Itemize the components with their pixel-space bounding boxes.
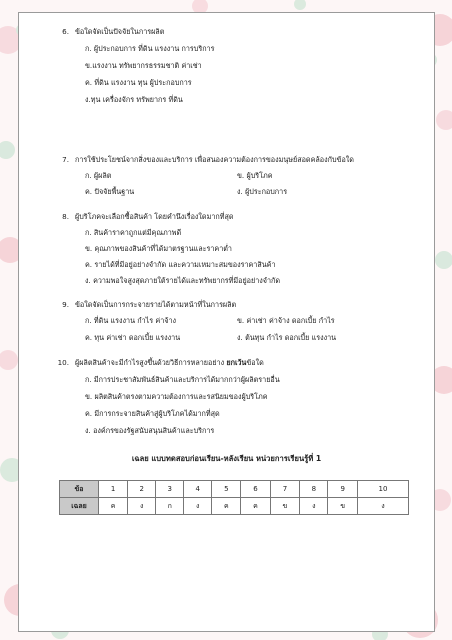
option-c: ค. ทุน ค่าเช่า ดอกเบี้ย แรงงาน <box>85 333 181 342</box>
row-label-answer: เฉลย <box>60 498 99 515</box>
key-answer: ง <box>128 498 156 515</box>
row-label-number: ข้อ <box>60 481 99 498</box>
worksheet-content <box>19 13 434 631</box>
key-number: 2 <box>128 481 156 498</box>
option-b: ข. ผู้บริโภค <box>237 171 273 180</box>
option-c: ค. มีการกระจายสินค้าสู่ผู้บริโภคได้มากที่สุด <box>85 409 220 418</box>
key-answer: ค <box>241 498 270 515</box>
key-answer: ง <box>300 498 328 515</box>
question-text-emphasis: ยกเว้น <box>226 358 247 367</box>
answer-key-title: เฉลย แบบทดสอบก่อนเรียน-หลังเรียน หน่วยการเรียนรู้ที่ 1 <box>131 454 322 463</box>
key-number: 7 <box>270 481 300 498</box>
option-c: ค. ปัจจัยพื้นฐาน <box>85 187 135 196</box>
answer-key-table <box>59 480 409 515</box>
option-a: ก. ผู้ประกอบการ ที่ดิน แรงงาน การบริการ <box>85 44 215 53</box>
question-text: ผู้บริโภคจะเลือกซื้อสินค้า โดยคำนึงเรื่องใดมากที่สุด <box>75 212 234 221</box>
question-text-after: ข้อใด <box>246 358 264 367</box>
question-text <box>75 358 264 367</box>
option-b: ข.แรงงาน ทรัพยากรธรรมชาติ ค่าเช่า <box>85 61 202 70</box>
option-a: ก. สินค้าราคาถูกแต่มีคุณภาพดี <box>85 228 182 237</box>
question-number: 7. <box>62 155 69 164</box>
key-answer: ง <box>184 498 212 515</box>
option-a: ก. ที่ดิน แรงงาน กำไร ค่าจ้าง <box>85 316 177 325</box>
key-number: 8 <box>300 481 328 498</box>
key-answer: ข <box>328 498 358 515</box>
option-a: ก. มีการประชาสัมพันธ์สินค้าและบริการได้มากกว่าผู้ผลิตรายอื่น <box>85 375 280 384</box>
question-text: ข้อใดจัดเป็นปัจจัยในการผลิต <box>75 27 165 36</box>
option-d: ง.ทุน เครื่องจักร ทรัพยากร ที่ดิน <box>85 95 183 104</box>
key-answer: ก <box>156 498 184 515</box>
question-text: การใช้ประโยชน์จากสิ่งของและบริการ เพื่อสนองความต้องการของมนุษย์สอดคล้องกับข้อใด <box>75 155 354 164</box>
question-number: 8. <box>62 212 69 221</box>
option-d: ง. องค์กรของรัฐสนับสนุนสินค้าและบริการ <box>85 426 215 435</box>
option-a: ก. ผู้ผลิต <box>85 171 112 180</box>
question-number: 9. <box>62 300 69 309</box>
key-number: 1 <box>99 481 128 498</box>
question-text: ข้อใดจัดเป็นการกระจายรายได้ตามหน้าที่ในการผลิต <box>75 300 237 309</box>
key-number: 6 <box>241 481 270 498</box>
option-b: ข. ค่าเช่า ค่าจ้าง ดอกเบี้ย กำไร <box>237 316 335 325</box>
key-number: 4 <box>184 481 212 498</box>
question-text-before: ผู้ผลิตสินค้าจะมีกำไรสูงขึ้นด้วยวิธีการหลายอย่าง <box>75 358 227 367</box>
option-d: ง. ความพอใจสูงสุดภายใต้รายได้และทรัพยากรที่มีอยู่อย่างจำกัด <box>85 276 281 285</box>
option-d: ง. ต้นทุน กำไร ดอกเบี้ย แรงงาน <box>237 333 337 342</box>
page-frame <box>18 12 435 632</box>
option-c: ค. ที่ดิน แรงงาน ทุน ผู้ประกอบการ <box>85 78 192 87</box>
key-number: 9 <box>328 481 358 498</box>
key-number: 5 <box>212 481 241 498</box>
key-answer: ค <box>212 498 241 515</box>
key-number: 3 <box>156 481 184 498</box>
option-b: ข. คุณภาพของสินค้าที่ได้มาตรฐานและราคาต่ำ <box>85 244 232 253</box>
option-c: ค. รายได้ที่มีอยู่อย่างจำกัด และความเหมาะสมของราคาสินค้า <box>85 260 276 269</box>
answer-key-answer-row <box>60 498 409 515</box>
key-number: 10 <box>358 481 409 498</box>
answer-key-number-row <box>60 481 409 498</box>
key-answer: ค <box>99 498 128 515</box>
key-answer: ข <box>270 498 300 515</box>
key-answer: ง <box>358 498 409 515</box>
option-d: ง. ผู้ประกอบการ <box>237 187 288 196</box>
question-number: 10. <box>57 358 69 367</box>
option-b: ข. ผลิตสินค้าตรงตามความต้องการและรสนิยมของผู้บริโภค <box>85 392 268 401</box>
question-number: 6. <box>62 27 69 36</box>
